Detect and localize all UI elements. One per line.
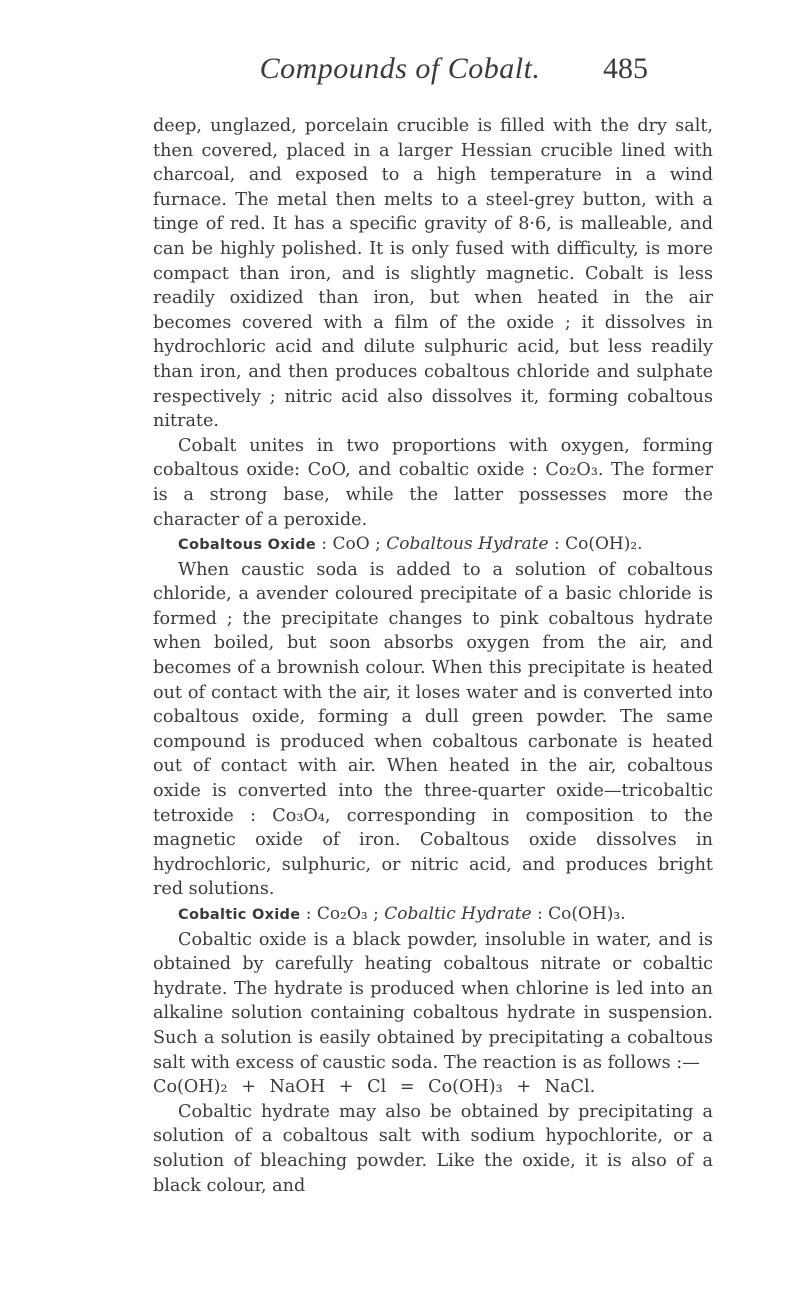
paragraph-2: Cobalt unites in two proportions with oxygen, forming cobaltous oxide: CoO, and cobaltic oxide : Co₂O₃. The former is a strong base, while the latter possesses more the character of a peroxide. (153, 435, 713, 530)
heading-hydrate-formula: : Co(OH)₃. (531, 904, 626, 924)
paragraph-5: Cobaltic hydrate may also be obtained by precipitating a solution of a cobaltous salt with sodium hypochlorite, or a solution of bleaching powder. Like the oxide, it is also of a black colour, and (153, 1101, 713, 1196)
paragraph-3: When caustic soda is added to a solution of cobaltous chloride, a avender coloured precipitate of a basic chloride is formed ; the precipitate changes to pink cobaltous hydrate when boiled, but soon absorbs oxygen from the air, and becomes of a brownish colour. When this precipitate is heated out of contact with the air, it loses water and is converted into cobaltous oxide, forming a dull green powder. The same compound is produced when cobaltous carbonate is heated out of contact with air. When heated in the air, cobaltous oxide is converted into the three-quarter oxide—tricobaltic tetroxide : Co₃O₄, corresponding in composition to the magnetic oxide of iron. Cobaltous oxide dissolves in hydrochloric, sulphuric, or nitric acid, and produces bright red solutions. (153, 559, 713, 900)
chemical-equation: Co(OH)₂ + NaOH + Cl = Co(OH)₃ + NaCl. (153, 1077, 596, 1098)
heading-formula: : CoO ; (316, 534, 387, 555)
heading-label: Cobaltic Oxide (178, 907, 301, 923)
heading-hydrate-formula: : Co(OH)₂. (548, 534, 643, 555)
heading-italic-name: Cobaltous Hydrate (386, 534, 549, 555)
section-heading-cobaltic-oxide (153, 902, 713, 928)
paragraph-1: deep, unglazed, porcelain crucible is filled with the dry salt, then covered, placed in a larger Hessian crucible lined with charcoal, and exposed to a high temperature in a wind furnace. The metal then melts to a steel-grey button, with a tinge of red. It has a specific gravity of 8·6, is malleable, and can be highly polished. It is only fused with difficulty, is more compact than iron, and is slightly magnetic. Cobalt is less readily oxidized than iron, but when heated in the air becomes covered with a film of the oxide ; it dissolves in hydrochloric acid and dilute sulphuric acid, but less readily than iron, and then produces cobaltous chloride and sulphate respectively ; nitric acid also dissolves it, forming cobaltous nitrate. (153, 116, 713, 432)
body-text (153, 114, 713, 1198)
heading-formula: : Co₂O₃ ; (300, 904, 385, 924)
heading-label: Cobaltous Oxide (178, 537, 316, 554)
running-title: Compounds of Cobalt. (259, 52, 541, 85)
page-number: 485 (603, 52, 648, 85)
paragraph-4: Cobaltic oxide is a black powder, insoluble in water, and is obtained by carefully heating cobaltous nitrate or cobaltic hydrate. The hydrate is produced when chlorine is led into an alkaline solution containing cobaltous hydrate in suspension. Such a solution is easily obtained by precipitating a cobaltous salt with excess of caustic soda. The reaction is as follows :— (153, 929, 713, 1073)
section-heading-cobaltous-oxide (153, 532, 713, 558)
heading-italic-name: Cobaltic Hydrate (384, 904, 532, 924)
